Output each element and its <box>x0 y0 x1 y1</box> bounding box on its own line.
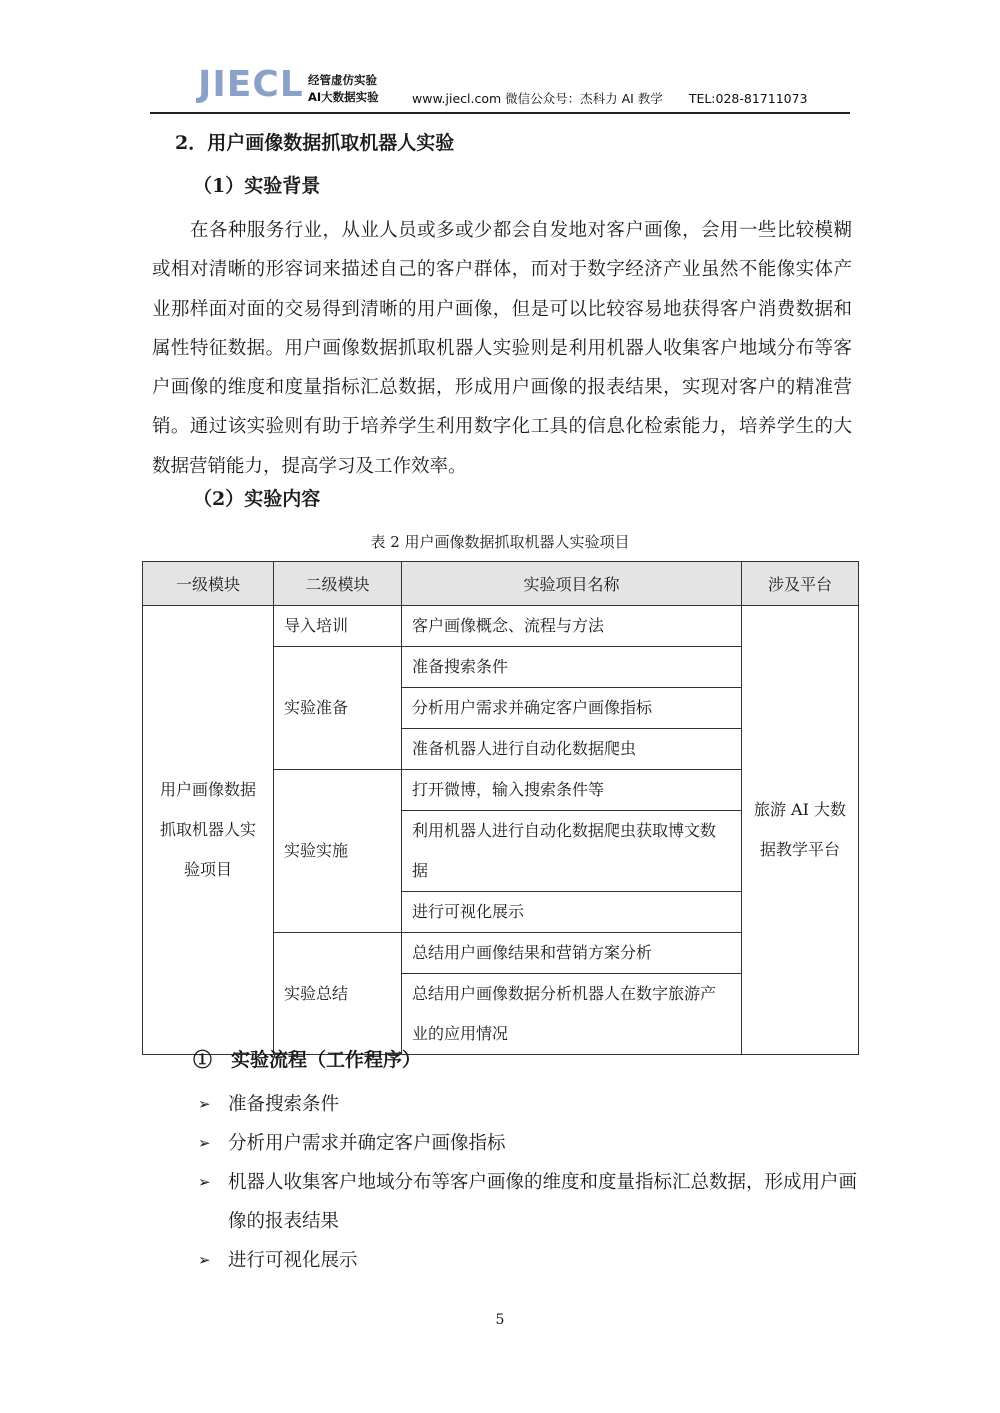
website-wechat: www.jiecl.com 微信公众号：杰科力 AI 教学 <box>412 91 663 106</box>
arrow-bullet-icon: ➢ <box>198 1173 211 1191</box>
table-header-row <box>143 562 859 606</box>
header-contact <box>412 89 808 107</box>
project-name-cell: 分析用户需求并确定客户画像指标 <box>402 688 742 729</box>
project-name-cell: 准备搜索条件 <box>402 647 742 688</box>
content-heading: （2）实验内容 <box>193 488 321 510</box>
level2-module-cell: 导入培训 <box>274 606 402 647</box>
page-number: 5 <box>495 1312 505 1328</box>
table-row <box>143 606 859 647</box>
arrow-bullet-icon: ➢ <box>198 1134 211 1152</box>
project-name-cell: 总结用户画像数据分析机器人在数字旅游产业的应用情况 <box>402 974 742 1055</box>
level1-module-cell: 用户画像数据抓取机器人实验项目 <box>143 606 274 1055</box>
background-heading: （1）实验背景 <box>193 175 321 197</box>
project-name-cell: 准备机器人进行自动化数据爬虫 <box>402 729 742 770</box>
experiment-table <box>142 561 859 1055</box>
platform-cell: 旅游 AI 大数据教学平台 <box>742 606 859 1055</box>
table-caption: 表 2 用户画像数据抓取机器人实验项目 <box>370 533 630 551</box>
workflow-item-text: 进行可视化展示 <box>228 1250 358 1271</box>
background-paragraph: 在各种服务行业，从业人员或多或少都会自发地对客户画像，会用一些比较模糊或相对清晰的形容词来描述自己的客户群体，而对于数字经济产业虽然不能像实体产业那样面对面的交易得到清晰的用户画像，但是可以比较容易地获得客户消费数据和属性特征数据。用户画像数据抓取机器人实验则是利用机器人收集客户地域分布等客户画像的维度和度量指标汇总数据，形成用户画像的报表结果，实现对客户的精准营销。通过该实验则有助于培养学生利用数字化工具的信息化检索能力，培养学生的大数据营销能力，提高学习及工作效率。 <box>152 220 852 477</box>
level2-module-cell: 实验准备 <box>274 647 402 770</box>
workflow-item <box>198 1241 858 1280</box>
project-name-cell: 打开微博，输入搜索条件等 <box>402 770 742 811</box>
workflow-item <box>198 1124 858 1163</box>
column-header: 二级模块 <box>274 562 402 606</box>
column-header: 涉及平台 <box>742 562 859 606</box>
project-name-cell: 客户画像概念、流程与方法 <box>402 606 742 647</box>
arrow-bullet-icon: ➢ <box>198 1251 211 1269</box>
workflow-item <box>198 1085 858 1124</box>
workflow-item-text: 分析用户需求并确定客户画像指标 <box>228 1133 506 1154</box>
level2-module-cell: 实验实施 <box>274 770 402 933</box>
workflow-item-text: 准备搜索条件 <box>228 1094 340 1115</box>
logo-subtitle-1: 经管虚仿实验 <box>308 73 377 87</box>
page-header <box>150 62 850 114</box>
workflow-list <box>198 1085 858 1280</box>
column-header: 一级模块 <box>143 562 274 606</box>
workflow-item-text: 机器人收集客户地域分布等客户画像的维度和度量指标汇总数据，形成用户画像的报表结果 <box>228 1172 858 1232</box>
project-name-cell: 总结用户画像结果和营销方案分析 <box>402 933 742 974</box>
telephone: TEL:028-81711073 <box>688 91 808 106</box>
column-header: 实验项目名称 <box>402 562 742 606</box>
jiecl-logo: JIECL <box>198 64 304 105</box>
logo-subtitle-2: AI大数据实验 <box>308 90 379 104</box>
workflow-item <box>198 1163 858 1241</box>
level2-module-cell: 实验总结 <box>274 933 402 1055</box>
project-name-cell: 进行可视化展示 <box>402 892 742 933</box>
project-name-cell: 利用机器人进行自动化数据爬虫获取博文数据 <box>402 811 742 892</box>
arrow-bullet-icon: ➢ <box>198 1095 211 1113</box>
section-title: 2．用户画像数据抓取机器人实验 <box>175 132 455 154</box>
workflow-heading: ① 实验流程（工作程序） <box>193 1049 422 1071</box>
